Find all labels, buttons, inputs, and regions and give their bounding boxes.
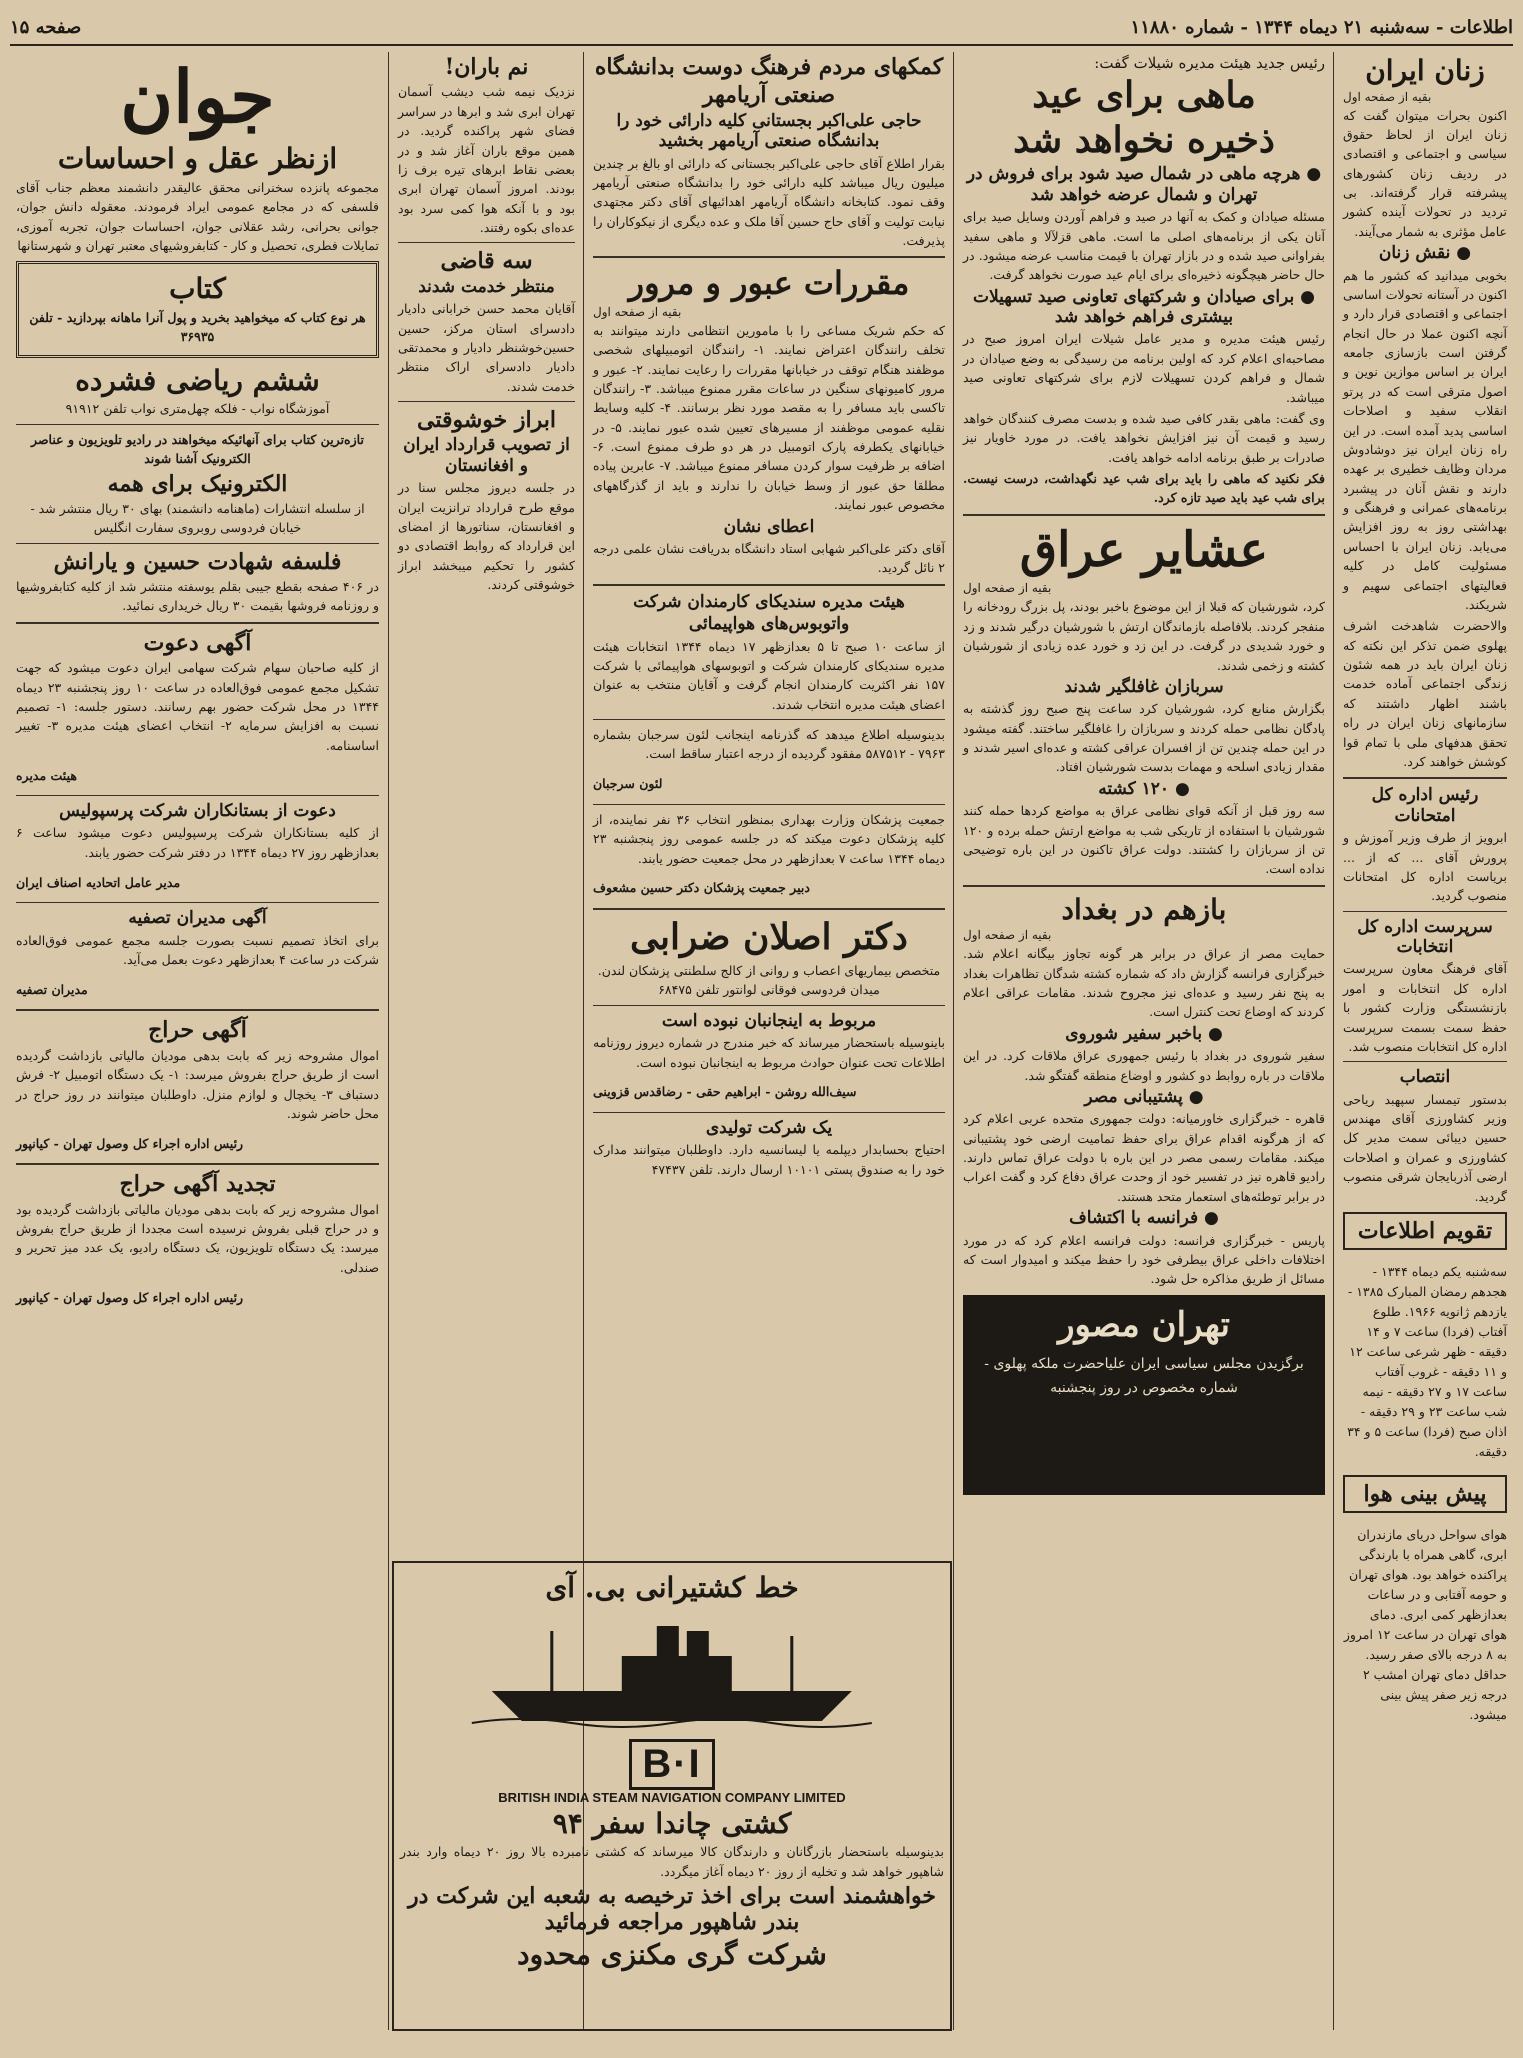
election-paragraph: آقای فرهنگ معاون سرپرست اداره کل انتخابات و امور بازنشستگی وزارت کشور با حفظ سمت بسمت سرپرست اداره کل انتخابات منصوب شد. (1343, 961, 1507, 1054)
denial-paragraph: باینوسیله باستحضار میرساند که خبر مندرج در شماره دیروز روزنامه اطلاعات تحت عنوان حوادث مربوط به اینجانبان نبوده است. (593, 1035, 945, 1070)
judges-subhead: منتظر خدمت شدند (418, 276, 555, 297)
auction-notice-text: اموال مشروحه زیر که بابت بدهی مودیان مالیاتی بازداشت گردیده است از طریق حراج بفروش میرسد: ۱- یک دستگاه اتومبیل ۲- فرش دستباف ۳- یخچال و لوازم منزل. داوطلبان میتوانند در روز حراج در محل حاضر شوند. (16, 1047, 379, 1121)
union-paragraph: از ساعت ۱۰ صبح تا ۵ بعدازظهر ۱۷ دیماه ۱۳۴۴ انتخابات هیئت مدیره سندیکای کارمندان شرکت و اتوبوسهای هواپیمائی با شرکت ۱۵۷ نفر اکثریت کارمندان انجام گرفت و آقایان منتخب به عنوان اعضای هیئت مدیره انتخاب شدند. (593, 638, 945, 712)
almanac-text: سه‌شنبه یکم دیماه ۱۳۴۴ - هجدهم رمضان المبارک ۱۳۸۵ - یازدهم ژانویه ۱۹۶۶. طلوع آفتاب (فردا) ساعت ۷ و ۱۴ دقیقه - ظهر شرعی ساعت ۱۲ و ۱۱ دقیقه - غروب آفتاب ساعت ۱۷ و ۲۷ دقیقه - نیمه شب ساعت ۲۳ و ۲۹ دقیقه - اذان صبح (فردا) ساعت ۵ و ۳۴ دقیقه. (1347, 1264, 1507, 1460)
book-ad-title: کتاب (169, 272, 226, 306)
bi-shipping-ad (392, 1561, 952, 2031)
auction-renewal-signature: رئیس اداره اجراء کل وصول تهران - کیانپور (16, 1289, 244, 1305)
bi-ship-name: کشتی چاندا سفر ۹۴ (552, 1806, 792, 1840)
iraq-subhead: ● ۱۲۰ کشته (1098, 778, 1190, 799)
invite-signature: هیئت مدیره (16, 767, 77, 783)
persepolis-notice-title: دعوت از بستانکاران شرکت پرسپولیس (59, 801, 336, 822)
fish-paragraph: مسئله صیادان و کمک به آنها در صید و فراهم آوردن وسایل صید برای آنان یکی از برنامه‌های اصلی ما است. ماهی قزلآلا و ماهی سفید بفراوانی صید شده و در بازار تهران با قیمت مناسب عرضه میشود. در حال حاضر هیچگونه ذخیره‌ای برای ایام عید صورت نخواهد گرفت. (963, 209, 1325, 283)
fish-subhead: ● هرچه ماهی در شمال صید شود برای فروش در تهران و شمال عرضه خواهد شد (966, 164, 1322, 205)
notice-signature: لئون سرجبان (593, 776, 663, 792)
bi-ad-text: بدینوسیله باستحضار بازرگانان و دارندگان کالا میرساند که کشتی نامبرده بالا روز ۲۰ دیماه وارد بندر شاهپور خواهد شد و تخلیه از روز ۲۰ دیماه آغاز میگردد. (400, 1844, 945, 1879)
afghanistan-paragraph: در جلسه دیروز مجلس سنا در موقع طرح قرارداد ترانزیت ایران و افغانستان، سناتورها از امضای این قرارداد که روابط اقتصادی دو کشور را تحکیم میبخشد ابراز خوشوقتی کردند. (398, 480, 575, 593)
fish-subhead: ● برای صیادان و شرکتهای تعاونی صید تسهیلات بیشتری فراهم خواهد شد (972, 286, 1316, 328)
electronics-ad-title: الکترونیک برای همه (107, 470, 288, 497)
baghdad-headline: بازهم در بغداد (1061, 892, 1227, 926)
denial-signature: سیف‌الله روشن - ابراهیم حقی - رضاقدس قزوینی (593, 1084, 857, 1100)
medal-headline: اعطای نشان (723, 516, 815, 537)
weather-text: هوای سواحل دریای مازندران ابری، گاهی همراه با بارندگی پراکنده خواهد بود. هوای تهران و حومه آفتابی و در ساعات بعدازظهر کمی ابری. دمای هوای تهران در ساعت ۱۲ امروز به ۸ درجه بالای صفر رسید. حداقل دمای تهران امشب ۲ درجه زیر صفر پیش بینی میشود. (1343, 1527, 1507, 1723)
appointment-paragraph: بدستور تیمسار سپهبد ریاحی وزیر کشاورزی آقای مهندس حسین دیبائی سمت مدیر کل کشاورزی و عمران و اصلاحات ارضی آذربایجان شرقی منصوب گردید. (1343, 1091, 1507, 1204)
continued-note: بقیه از صفحه اول (963, 581, 1052, 596)
baghdad-paragraph: حمایت مصر از عراق در برابر هر گونه تجاوز بیگانه اعلام شد. خبرگزاری فرانسه گزارش داد که شماره کشته شدگان تظاهرات بغداد به پنج نفر رسید و عده‌ای نیز مجروح شدند. مقامات عراقی اعلام کردند که اوضاع تحت کنترل است. (963, 946, 1325, 1020)
javan-ad-subtitle: ازنظر عقل و احساسات (57, 142, 338, 176)
traffic-paragraph: که حکم شریک مساعی را با مامورین انتظامی دارند میتوانند به تخلف رانندگان اعتراض نمایند. ۱- رانندگان اتومبیلهای شخصی موظفند هنگام توقف در خیابانها مقررات را رعایت نمایند. ۲- عبور و مرور کامیونهای سنگین در ساعات مقرر ممنوع میباشد. ۳- رانندگان تاکسی باید مسافر را به مقصد مورد نظر برسانند. ۴- کلیه وسایط نقلیه عمومی موظفند از مسیرهای تعیین شده عبور نمایند. ۵- در خیابانهای یکطرفه پارک اتومبیل در هر دو طرف ممنوع است. ۶- اضافه بر ظرفیت سوار کردن مسافر ممنوع میباشد. ۷- عابرین پیاده مطلقا حق عبور از وسط خیابان را ندارند و باید از گذرگاههای مخصوص عبور نمایند. (593, 322, 945, 513)
hussein-book-title: فلسفه شهادت حسین و یارانش (53, 548, 342, 575)
egypt-paragraph: قاهره - خبرگزاری خاورمیانه: دولت جمهوری متحده عربی اعلام کرد که از هرگونه اقدام عراق برای حفظ تمامیت ارضی خود پشتیبانی میکند. مقامات رسمی مصر در این باره با دولت عراق تماس دارند. رادیو قاهره نیز در تفسیر خود از وحدت عراق دفاع کرد و گفت اعراب در برابر توطئه‌های استعمار متحد هستند. (963, 1111, 1325, 1204)
iraq-headline: عشایر عراق (1019, 521, 1269, 578)
fish-paragraph: رئیس هیئت مدیره و مدیر عامل شیلات ایران امروز صبح در مصاحبه‌ای اعلام کرد که اولین برنامه من رسیدگی به وضع صیادان در شمال و فراهم کردن تسهیلات لازم برای شرکتهای تعاونی صید میباشد. (963, 331, 1325, 405)
afghanistan-headline: ابراز خوشوقتی (416, 407, 557, 434)
auction-renewal-title: تجدید آگهی حراج (119, 1171, 276, 1198)
iraq-paragraph: بگزارش منابع کرد، شورشیان کرد ساعت پنج صبح روز گذشته به پادگان نظامی حمله کردند و سربازان را غافلگیر ساختند. گفته میشود در این حمله چندین تن از افسران عراقی کشته و عده‌ای اسیر شدند و مقدار زیادی اسلحه و مهمات بدست شورشیان افتاد. (963, 701, 1325, 775)
persepolis-notice-text: از کلیه بستانکاران شرکت پرسپولیس دعوت میشود ساعت ۶ بعدازظهر روز ۲۷ دیماه ۱۳۴۴ در دفتر شرکت حضور یابند. (16, 825, 379, 860)
judges-paragraph: آقایان محمد حسن خرابانی دادیار دادسرای استان مرکز، حسین حسین‌خوشنظر دادیار و محمدتقی دادیار دادسرای اراک منتظر خدمت شدند. (398, 301, 575, 394)
auction-notice-title: آگهی حراج (148, 1017, 247, 1044)
math-ad-text: آموزشگاه نواب - فلکه چهل‌متری نواب تلفن ۹۱۹۱۲ (65, 401, 330, 417)
header-issue: اطلاعات - سه‌شنبه ۲۱ دیماه ۱۳۴۴ - شماره ۱۱۸۸۰ (1130, 16, 1513, 38)
math-ad-title: ششم ریاضی فشرده (75, 363, 320, 397)
assembly-signature: دبیر جمعیت پزشکان دکتر حسین مشعوف (593, 880, 810, 896)
women-headline: زنان ایران (1365, 54, 1485, 87)
university-headline: کمکهای مردم فرهنگ دوست بدانشگاه (594, 54, 944, 80)
column-rule (953, 52, 954, 2030)
university-subhead: حاجی علی‌اکبر بجستانی کلیه دارائی خود را بدانشگاه صنعتی آریامهر بخشید (616, 110, 922, 152)
column-rule (1333, 52, 1334, 2030)
page-header (10, 10, 1513, 46)
invite-notice-title: آگهی دعوت (143, 629, 252, 656)
book-ad-text: هر نوع کتاب که میخواهید بخرید و پول آنرا ماهانه بپردازید - تلفن ۳۶۹۳۵ (29, 310, 366, 345)
javan-ad-text: مجموعه پانزده سخنرانی محقق عالیقدر دانشمند معظم جناب آقای فلسفی که در مجامع عمومی ایراد فرمودند. معقوله دانش جوان، جوانی بحرانی، رشد عقلانی جوان، احساسات جوان، تجربه آموزی، تمایلات فطری، تحصیل و کار - کتابفروشیهای معتبر تهران و شهرستانها (16, 179, 379, 254)
liquidators-notice-text: برای اتخاذ تصمیم نسبت بصورت جلسه مجمع عمومی فوق‌العاده شرکت در ساعت ۴ بعدازظهر دعوت بعمل می‌آید. (16, 932, 379, 967)
column-women (1337, 52, 1513, 2030)
bi-ad-firm: شرکت گری مکنزی محدود (517, 1937, 827, 1971)
column-fish-iraq (957, 52, 1331, 2030)
tehran-ad-title: تهران مصور (1058, 1304, 1230, 1345)
iraq-paragraph: سه روز قبل از آنکه قوای نظامی عراق به مواضع کردها حمله کنند شورشیان با استفاده از تاریکی شب به مواضع ارتش حمله برده و ۱۲۰ تن از سربازان را کشتند. دولت عراق تاکنون در این باره توضیحی نداده است. (963, 803, 1325, 877)
column-rule (388, 52, 389, 2030)
afghanistan-subhead: از تصویب قرارداد ایران و افغانستان (403, 435, 570, 476)
iraq-paragraph: کرد، شورشیان که قبلا از این موضوع باخبر بودند، پل بزرگ رودخانه را منفجر کردند. بلافاصله بازماندگان ارتش با شورشیان درگیر شدند و زد و خورد شدیدی در گرفت. در این زد و خورد عده زیادی از شورشیان کشته و زخمی شدند. (963, 599, 1325, 673)
javan-ad-title: جوان (120, 54, 275, 139)
continued-note: بقیه از صفحه اول (963, 928, 1052, 943)
egypt-subhead: ● پشتیبانی مصر (1084, 1086, 1204, 1107)
column-rain (392, 52, 581, 593)
women-paragraph: بخوبی میدانید که کشور ما هم اکنون در آستانه تحولات اساسی اجتماعی و اقتصادی قرار دارد و آنچه اکنون عملا در حال انجام گرفتن است بازسازی جامعه ایران بر اساس موازین نوین و اصول مترقی است که در پرتو انقلاب سفید و اصلاحات اساسی پدید آمده است. در این راه زنان ایران نیز دوشادوش مردان وظایف خطیری بر عهده دارند و نقش آنان در پیشبرد برنامه‌های عمرانی و فرهنگی و بهداشتی روز به روز افزایش می‌یابد. زنان ایران با احساس مسئولیت کامل در کلیه فعالیتهای اجتماعی سهیم و شریکند. (1343, 267, 1507, 612)
fish-quote: فکر نکنید که ماهی را باید برای شب عید نگهداشت، درست نیست. برای شب عید باید صید تازه کرد. (963, 471, 1325, 506)
continued-note: بقیه از صفحه اول (1343, 89, 1432, 104)
fish-kicker: رئیس جدید هیئت مدیره شیلات گفت: (1094, 54, 1325, 72)
liquidators-notice-title: آگهی مدیران تصفیه (128, 908, 267, 929)
judges-headline: سه قاضی (440, 248, 533, 275)
book-ad (16, 261, 379, 357)
soviet-subhead: ● باخبر سفیر شوروی (1065, 1023, 1223, 1044)
fish-paragraph: وی گفت: ماهی بقدر کافی صید شده و بدست مصرف کنندگان خواهد رسید و قیمت آن نیز افزایش نخواهد یافت. در مورد خاویار نیز صادرات بر طبق برنامه ادامه خواهد یافت. (963, 410, 1325, 465)
university-paragraph: بقرار اطلاع آقای حاجی علی‌اکبر بجستانی که دارائی او بالغ بر چندین میلیون ریال میباشد کلیه دارائی خود را بدانشگاه صنعتی آریامهر وقف نمود. کتابخانه دانشگاه آریامهر اهدائیهای آقای دکتر مجتهدی نیابت تولیت و آقای حاج حسین آقا ملک و عده دیگری از نیکوکاران را پذیرفت. (593, 155, 945, 249)
ship-illustration (427, 1611, 917, 1731)
appointment-headline: انتصاب (1399, 1067, 1451, 1088)
doctor-ad-title: دکتر اصلان ضرابی (630, 915, 908, 958)
women-subhead: ● نقش زنان (1378, 243, 1472, 264)
france-paragraph: پاریس - خبرگزاری فرانسه: دولت فرانسه اعلام کرد که در مورد اختلافات داخلی عراق بیطرفی خود را حفظ میکند و امیدوار است که مسائل از طریق مذاکره حل شود. (963, 1232, 1325, 1287)
rain-paragraph: نزدیک نیمه شب دیشب آسمان تهران ابری شد و ابرها در سراسر فضای شهر پراکنده گردید. در همین موقع باران آغاز شد و در بعضی نقاط ابرهای تیره برف زا بودند. امروز آسمان تهران ابری بود و با آنکه هوا کمی سرد بود عده‌ای بکوه رفتند. (398, 84, 575, 236)
continued-note: بقیه از صفحه اول (593, 304, 682, 319)
doctor-ad-text: متخصص بیماریهای اعصاب و روانی از کالج سلطنتی پزشکان لندن. میدان فردوسی فوقانی لوانتور تلفن ۶۸۴۷۵ (597, 963, 941, 998)
women-paragraph: والاحضرت شاهدخت اشرف پهلوی ضمن تذکر این نکته که زنان ایران باید در همه شئون زندگی اجتماعی آماده خدمت باشند اظهار داشتند که سازمانهای زنان ایران در راه تحقق هدفهای ملی با تمام قوا کوشش خواهند کرد. (1343, 618, 1507, 769)
medal-paragraph: آقای دکتر علی‌اکبر شهابی استاد دانشگاه بدریافت نشان علمی درجه ۲ نائل گردید. (593, 540, 945, 576)
production-company-headline: یک شرکت تولیدی (705, 1117, 833, 1138)
iraq-subhead: سربازان غافلگیر شدند (1064, 676, 1224, 697)
auction-signature: رئیس اداره اجراء کل وصول تهران - کیانپور (16, 1135, 244, 1151)
liquidators-signature: مدیران تصفیه (16, 981, 88, 997)
hussein-book-text: در ۴۰۶ صفحه بقطع جیبی بقلم یوسفته منتشر شد از کلیه کتابفروشیها و روزنامه فروشها بقیمت ۳۰ ریال خریداری نمائید. (16, 579, 379, 614)
header-page-number: صفحه ۱۵ (10, 16, 82, 38)
auction-renewal-text: اموال مشروحه زیر که بابت بدهی مودیان مالیاتی بازداشت گردیده بود و در حراج قبلی بفروش نرسیده است مجددا از طریق حراج بفروش میرسد: یک دستگاه تلویزیون، یک دستگاه رادیو، یک عدد میز تحریر و صندلی. (16, 1201, 379, 1275)
traffic-headline: مقررات عبور و مرور (628, 264, 910, 303)
fish-headline-2: ذخیره نخواهد شد (1013, 119, 1275, 162)
newspaper-page (10, 10, 1513, 2038)
soviet-paragraph: سفیر شوروی در بغداد با رئیس جمهوری عراق ملاقات کرد. در این ملاقات در باره روابط دو کشور و اوضاع منطقه گفتگو شد. (963, 1048, 1325, 1083)
tehran-ad-text: برگزیدن مجلس سیاسی ایران علیاحضرت ملکه پهلوی - شماره مخصوص در روز پنجشنبه (984, 1355, 1304, 1396)
weather-banner: پیش بینی هوا (1343, 1475, 1507, 1513)
persepolis-signature: مدیر عامل اتحادیه اصناف ایران (16, 874, 181, 890)
assembly-notice: جمعیت پزشکان وزارت بهداری بمنظور انتخاب ۳۶ نفر نماینده، از کلیه پزشکان دعوت میکند که در جلسه عمومی روز پنجشنبه ۲۳ دیماه ۱۳۴۴ ساعت ۷ بعدازظهر در محل جمعیت حضور یابند. (593, 811, 945, 866)
bi-ad-title: خط کشتیرانی بی. آی (545, 1571, 799, 1604)
election-headline: سرپرست اداره کل انتخابات (1357, 916, 1493, 958)
invite-notice-text: از کلیه صاحبان سهام شرکت سهامی ایران دعوت میشود که جهت تشکیل مجمع عمومی فوق‌العاده در ساعت ۱۰ روز پنجشنبه ۲۳ دیماه ۱۳۴۴ در محل شرکت حضور بهم رسانند. دستور جلسه: ۱- تصمیم نسبت به افزایش سرمایه ۲- انتخاب اعضای هیئت مدیره ۳- تغییر اساسنامه. (16, 660, 380, 753)
lost-passport-notice: بدینوسیله اطلاع میدهد که گذرنامه اینجانب لئون سرجبان بشماره ۷۹۶۳ - ۵۸۷۵۱۲ مفقود گردیده از درجه اعتبار ساقط است. (593, 727, 945, 762)
fish-headline: ماهی برای عید (1032, 74, 1256, 116)
electronics-ad-lead: تازه‌ترین کتاب برای آنهائیکه میخواهند در رادیو تلویزیون و عناصر الکترونیک آشنا شوند (31, 431, 364, 467)
bi-ad-request: خواهشمند است برای اخذ ترخیصه به شعبه این شرکت در بندر شاهپور مراجعه فرمائید (408, 1882, 936, 1936)
university-headline-2: صنعتی آریامهر (702, 82, 836, 109)
column-classifieds (10, 52, 385, 2030)
exam-paragraph: ابرویز از طرف وزیر آموزش و پرورش آقای ... که از ... بریاست اداره کل امتحانات منصوب گردید. (1343, 830, 1507, 904)
women-paragraph: اکنون بحرات میتوان گفت که زنان ایران از لحاظ حقوق سیاسی و اجتماعی و اقتصادی در ردیف زنان کشورهای پیشرفته قرار گرفته‌اند. بی تردید در تحولات آینده کشور عامل مؤثری به شمار می‌آیند. (1343, 107, 1507, 239)
denial-headline: مربوط به اینجانبان نبوده است (661, 1010, 877, 1031)
bi-company-name: BRITISH INDIA STEAM NAVIGATION COMPANY LIMITED (498, 1789, 846, 1805)
exam-headline: رئیس اداره کل امتحانات (1371, 785, 1479, 826)
france-subhead: ● فرانسه با اکتشاف (1069, 1208, 1219, 1229)
almanac-banner: تقویم اطلاعات (1343, 1212, 1507, 1250)
union-headline-2: واتوبوس‌های هواپیمائی (688, 614, 850, 635)
rain-headline: نم باران! (444, 54, 529, 80)
tehran-mosavvar-ad (963, 1295, 1325, 1495)
union-headline: هیئت مدیره سندیکای کارمندان شرکت (633, 591, 905, 612)
production-company-text: احتیاج بحسابدار دیپلمه یا لیسانسیه دارد. داوطلبان میتوانند مدارک خود را به صندوق پستی ۱۰۱۰۱ ارسال دارند. تلفن ۴۷۴۳۷ (593, 1142, 945, 1177)
bi-logo: B·I (629, 1739, 714, 1790)
electronics-ad-text: از سلسله انتشارات (ماهنامه دانشمند) بهای ۳۰ ریال منتشر شد - خیابان فردوسی روبروی سفارت انگلیس (30, 500, 365, 536)
